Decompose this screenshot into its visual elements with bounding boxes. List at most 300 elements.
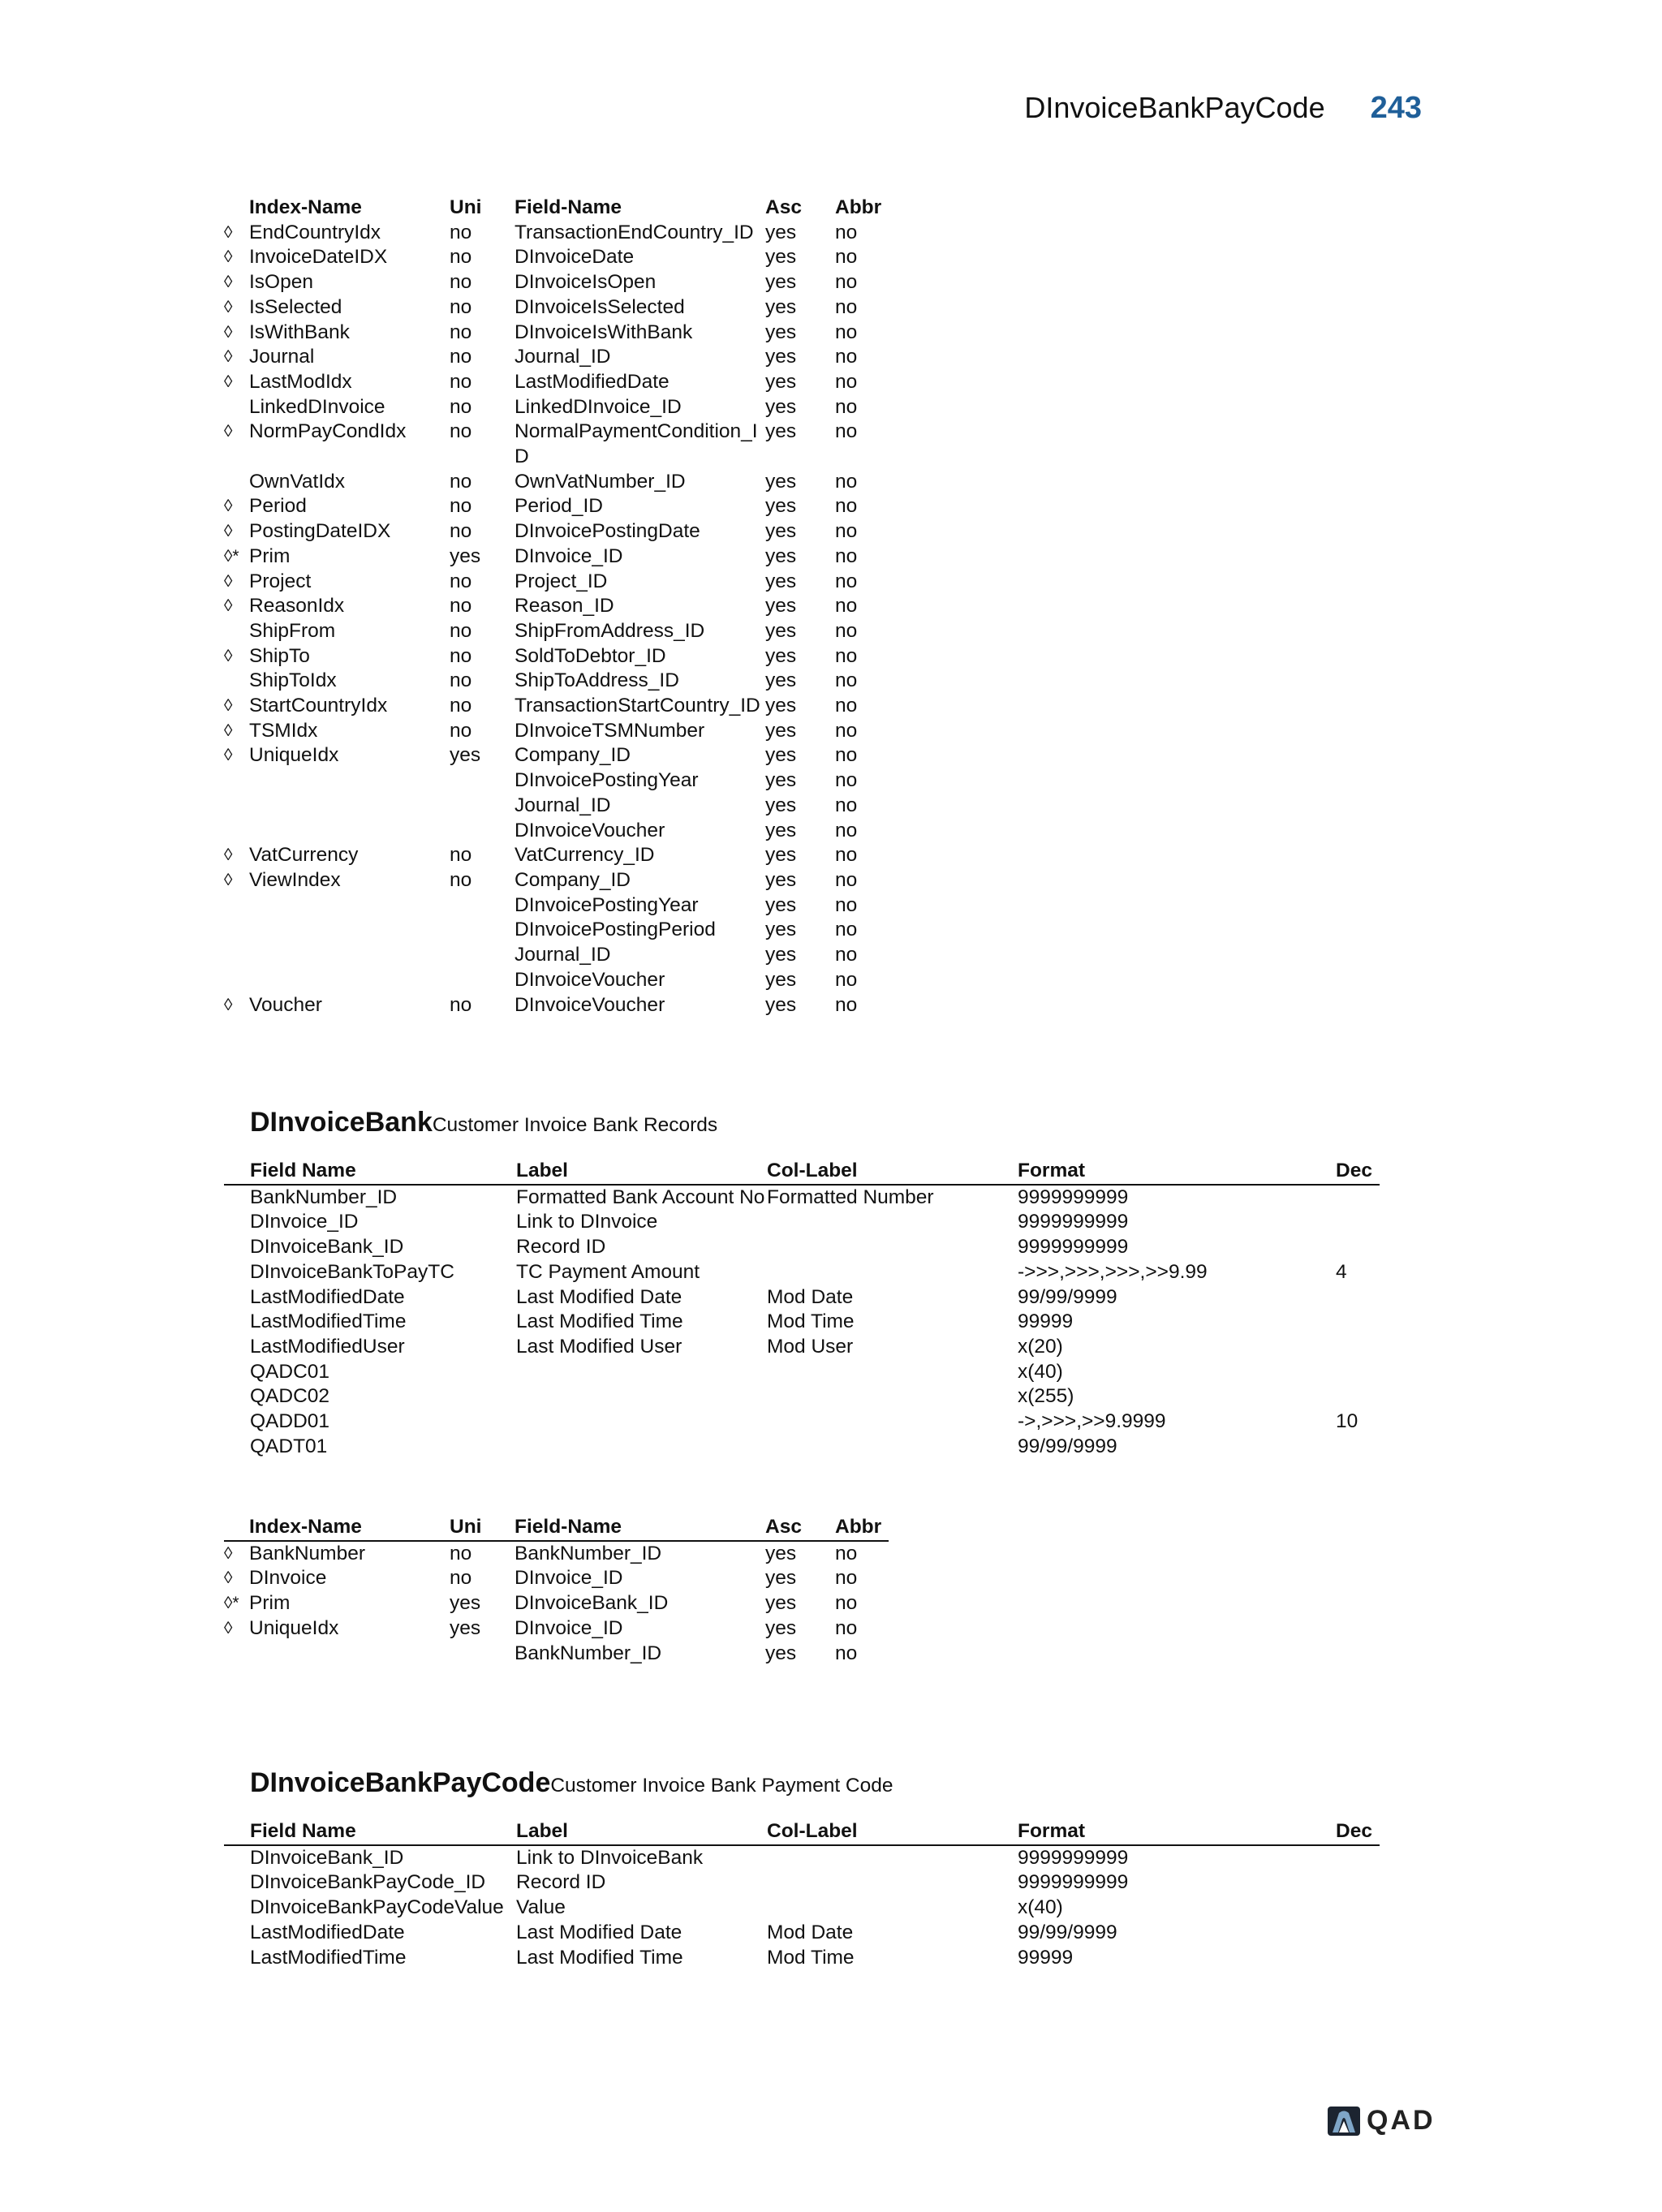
index-abbr: no — [835, 993, 858, 1016]
col-abbr: Abbr — [835, 196, 882, 218]
index-field-name: OwnVatNumber_ID — [515, 470, 686, 493]
index-asc: yes — [765, 246, 797, 269]
index-asc: yes — [765, 595, 797, 618]
field-col-label: Formatted Number — [767, 1186, 934, 1208]
index-row — [224, 1566, 889, 1591]
field-format: 99999 — [1018, 1310, 1074, 1333]
index-marker — [224, 968, 249, 993]
logo-text: QAD — [1367, 2105, 1436, 2136]
index-asc: yes — [765, 1592, 797, 1615]
index-asc: yes — [765, 893, 797, 916]
index-row — [224, 321, 884, 346]
index-marker: ◊ — [224, 1543, 233, 1563]
index-field-name: SoldToDebtor_ID — [515, 644, 666, 667]
index-asc: yes — [765, 271, 797, 294]
index-unique: yes — [450, 1592, 481, 1615]
index-abbr: no — [835, 1616, 858, 1639]
index-row — [224, 794, 884, 819]
index-name: Prim — [249, 1592, 291, 1615]
field-decimals — [1336, 1384, 1380, 1409]
index-field-name: DInvoicePostingPeriod — [515, 919, 716, 941]
col-format: Format — [1018, 1159, 1336, 1185]
index-name: BankNumber — [249, 1542, 365, 1564]
index-field-name: DInvoice_ID — [515, 1616, 623, 1639]
index-name — [249, 968, 450, 993]
field-row — [224, 1185, 1380, 1211]
index-row — [224, 868, 884, 893]
field-decimals — [1336, 1896, 1380, 1921]
index-abbr: no — [835, 495, 858, 518]
field-name: QADD01 — [250, 1410, 330, 1433]
index-name — [249, 918, 450, 943]
index-field-name: DInvoice_ID — [515, 1567, 623, 1590]
index-asc: yes — [765, 919, 797, 941]
index-field-name: DInvoicePostingYear — [515, 893, 699, 916]
index-field-name: BankNumber_ID — [515, 1542, 662, 1564]
field-decimals — [1336, 1310, 1380, 1335]
field-format: 9999999999 — [1018, 1211, 1129, 1233]
field-label: Record ID — [516, 1236, 606, 1259]
index-marker — [224, 943, 249, 968]
index-abbr: no — [835, 295, 858, 318]
index-unique: no — [450, 868, 472, 891]
index-field-name: NormalPaymentCondition_I D — [515, 420, 758, 468]
index-field-name: BankNumber_ID — [515, 1642, 662, 1664]
field-row — [224, 1435, 1380, 1460]
field-row — [224, 1384, 1380, 1409]
index-unique: no — [450, 495, 472, 518]
index-unique — [450, 768, 515, 794]
index-marker: ◊ — [224, 995, 233, 1014]
table-name: DInvoiceBankPayCode — [250, 1767, 551, 1798]
field-format: 9999999999 — [1018, 1236, 1129, 1259]
index-abbr: no — [835, 395, 858, 418]
index-marker: ◊ — [224, 422, 233, 441]
index-abbr: no — [835, 595, 858, 618]
index-row — [224, 743, 884, 768]
col-label: Label — [516, 1819, 767, 1845]
index-asc: yes — [765, 794, 797, 816]
index-asc: yes — [765, 819, 797, 841]
field-col-label — [767, 1845, 1018, 1871]
col-dec: Dec — [1336, 1819, 1380, 1845]
index-asc: yes — [765, 1616, 797, 1639]
index-asc: yes — [765, 744, 797, 767]
index-name: Period — [249, 495, 307, 518]
index-unique: no — [450, 271, 472, 294]
index-row — [224, 968, 884, 993]
index-marker: ◊ — [224, 322, 233, 342]
field-col-label: Mod Time — [767, 1946, 855, 1969]
index-name: Prim — [249, 544, 291, 567]
index-unique: no — [450, 420, 472, 443]
index-field-name: TransactionEndCountry_ID — [515, 221, 754, 243]
index-field-name: Journal_ID — [515, 794, 611, 816]
field-row — [224, 1870, 1380, 1896]
index-asc: yes — [765, 1542, 797, 1564]
index-unique: no — [450, 570, 472, 592]
index-unique: yes — [450, 744, 481, 767]
index-field-name: DInvoicePostingYear — [515, 769, 699, 792]
field-name: LastModifiedTime — [250, 1946, 407, 1969]
index-marker: ◊ — [224, 870, 233, 889]
col-field-name: Field-Name — [515, 196, 622, 218]
field-decimals — [1336, 1435, 1380, 1460]
index-abbr: no — [835, 321, 858, 343]
index-name — [249, 768, 450, 794]
field-row — [224, 1946, 1380, 1971]
index-asc: yes — [765, 520, 797, 543]
index-asc: yes — [765, 295, 797, 318]
index-name — [249, 1642, 450, 1667]
index-marker — [224, 619, 249, 644]
field-table-header — [224, 1819, 1380, 1845]
index-unique: no — [450, 295, 472, 318]
index-abbr: no — [835, 669, 858, 692]
index-marker: ◊ — [224, 372, 233, 391]
field-name: QADT01 — [250, 1435, 328, 1457]
index-marker — [224, 395, 249, 420]
index-field-name: DInvoiceIsOpen — [515, 271, 657, 294]
index-row — [224, 1616, 889, 1642]
index-name: InvoiceDateIDX — [249, 246, 388, 269]
index-row — [224, 594, 884, 619]
index-row — [224, 669, 884, 694]
field-label — [516, 1360, 767, 1385]
index-name: LastModIdx — [249, 370, 352, 393]
index-marker — [224, 1642, 249, 1667]
index-asc: yes — [765, 968, 797, 991]
index-marker: ◊ — [224, 696, 233, 716]
index-abbr: no — [835, 644, 858, 667]
col-col-label: Col-Label — [767, 1159, 1018, 1185]
col-field-name: Field Name — [224, 1819, 516, 1845]
index-unique — [450, 918, 515, 943]
index-field-name: ShipToAddress_ID — [515, 669, 679, 692]
field-col-label: Mod User — [767, 1335, 854, 1358]
index-row — [224, 519, 884, 544]
index-row — [224, 570, 884, 595]
index-marker: ◊ — [224, 646, 233, 665]
field-decimals — [1336, 1870, 1380, 1896]
table-description: Customer Invoice Bank Payment Code — [550, 1775, 893, 1797]
field-label: Last Modified User — [516, 1335, 682, 1358]
index-marker: ◊ — [224, 1618, 233, 1637]
index-row — [224, 494, 884, 519]
index-unique — [450, 943, 515, 968]
field-decimals — [1336, 1946, 1380, 1971]
index-abbr: no — [835, 968, 858, 991]
field-decimals: 4 — [1336, 1260, 1347, 1283]
field-name: DInvoiceBankPayCodeValue — [250, 1896, 504, 1919]
field-format: x(20) — [1018, 1335, 1063, 1358]
index-unique: no — [450, 669, 472, 692]
index-abbr: no — [835, 695, 858, 717]
field-label: Link to DInvoice — [516, 1211, 658, 1233]
index-abbr: no — [835, 844, 858, 867]
field-decimals — [1336, 1921, 1380, 1946]
index-name: ShipFrom — [249, 619, 336, 642]
field-format: x(255) — [1018, 1385, 1074, 1408]
index-name: DInvoice — [249, 1567, 327, 1590]
index-asc: yes — [765, 346, 797, 368]
index-name: EndCountryIdx — [249, 221, 381, 243]
index-unique: no — [450, 321, 472, 343]
marker-header — [224, 1515, 249, 1541]
field-col-label — [767, 1435, 1018, 1460]
field-label — [516, 1384, 767, 1409]
index-marker: ◊* — [224, 546, 239, 566]
index-row — [224, 694, 884, 719]
index-name: IsSelected — [249, 295, 342, 318]
index-unique — [450, 968, 515, 993]
field-row — [224, 1235, 1380, 1260]
field-format: x(40) — [1018, 1360, 1063, 1383]
field-format: 9999999999 — [1018, 1871, 1129, 1894]
field-col-label — [767, 1896, 1018, 1921]
field-name: DInvoiceBank_ID — [250, 1846, 404, 1869]
index-row — [224, 819, 884, 844]
index-abbr: no — [835, 1567, 858, 1590]
field-table-body — [224, 1845, 1380, 1971]
section-title-dinvoicebankpaycode — [250, 1767, 893, 1799]
field-format: 99999 — [1018, 1946, 1074, 1969]
index-abbr: no — [835, 271, 858, 294]
index-unique: no — [450, 695, 472, 717]
index-field-name: DInvoicePostingDate — [515, 520, 700, 543]
field-name: DInvoiceBank_ID — [250, 1236, 404, 1259]
index-row — [224, 270, 884, 295]
index-unique: no — [450, 1567, 472, 1590]
index-abbr: no — [835, 470, 858, 493]
index-asc: yes — [765, 669, 797, 692]
field-table-header — [224, 1159, 1380, 1185]
index-marker: ◊ — [224, 247, 233, 267]
index-name: PostingDateIDX — [249, 520, 391, 543]
index-asc: yes — [765, 544, 797, 567]
index-marker: ◊ — [224, 273, 233, 292]
index-unique — [450, 893, 515, 919]
index-asc: yes — [765, 695, 797, 717]
index-name: StartCountryIdx — [249, 695, 388, 717]
field-format: 9999999999 — [1018, 1186, 1129, 1208]
index-asc: yes — [765, 868, 797, 891]
index-row — [224, 768, 884, 794]
index-asc: yes — [765, 221, 797, 243]
field-label: TC Payment Amount — [516, 1260, 700, 1283]
index-name: ShipTo — [249, 644, 310, 667]
index-unique: no — [450, 1542, 472, 1564]
index-unique: no — [450, 595, 472, 618]
index-abbr: no — [835, 246, 858, 269]
field-label — [516, 1409, 767, 1435]
col-asc: Asc — [765, 196, 802, 218]
field-name: QADC01 — [250, 1360, 330, 1383]
field-row — [224, 1310, 1380, 1335]
field-row — [224, 1335, 1380, 1360]
index-unique: no — [450, 993, 472, 1016]
index-abbr: no — [835, 744, 858, 767]
field-format: 99/99/9999 — [1018, 1921, 1117, 1943]
field-name: LastModifiedUser — [250, 1335, 405, 1358]
field-table-dinvoicebankpaycode — [224, 1819, 1380, 1970]
index-asc: yes — [765, 769, 797, 792]
col-col-label: Col-Label — [767, 1819, 1018, 1845]
index-unique — [450, 794, 515, 819]
field-col-label — [767, 1235, 1018, 1260]
field-format: ->>>,>>>,>>>,>>9.99 — [1018, 1260, 1208, 1283]
index-unique: no — [450, 520, 472, 543]
index-name: OwnVatIdx — [249, 470, 346, 493]
col-index-name: Index-Name — [249, 1515, 450, 1541]
field-label: Last Modified Time — [516, 1946, 683, 1969]
field-row — [224, 1921, 1380, 1946]
index-marker: ◊ — [224, 596, 233, 616]
index-row — [224, 245, 884, 270]
field-label: Link to DInvoiceBank — [516, 1846, 704, 1869]
index-abbr: no — [835, 420, 858, 443]
index-asc: yes — [765, 944, 797, 966]
field-name: QADC02 — [250, 1385, 330, 1408]
index-row — [224, 420, 884, 469]
index-marker: ◊ — [224, 222, 233, 242]
index-abbr: no — [835, 944, 858, 966]
running-title: DInvoiceBankPayCode — [1024, 91, 1325, 124]
index-row — [224, 544, 884, 570]
index-unique: yes — [450, 1616, 481, 1639]
field-row — [224, 1210, 1380, 1235]
field-row — [224, 1285, 1380, 1310]
field-name: BankNumber_ID — [250, 1186, 398, 1208]
field-row — [224, 1260, 1380, 1285]
index-table-header — [224, 196, 884, 221]
field-label: Record ID — [516, 1871, 606, 1894]
field-label: Formatted Bank Account No — [516, 1186, 765, 1208]
field-decimals — [1336, 1210, 1380, 1235]
field-col-label — [767, 1409, 1018, 1435]
field-label: Value — [516, 1896, 566, 1919]
index-name — [249, 794, 450, 819]
col-index-name: Index-Name — [249, 196, 362, 218]
index-abbr: no — [835, 719, 858, 742]
col-field-name: Field-Name — [515, 1515, 765, 1541]
col-abbr: Abbr — [835, 1515, 889, 1541]
index-field-name: VatCurrency_ID — [515, 844, 655, 867]
index-unique — [450, 819, 515, 844]
index-row — [224, 345, 884, 370]
index-name: ShipToIdx — [249, 669, 337, 692]
index-abbr: no — [835, 544, 858, 567]
marker-header — [224, 196, 249, 221]
index-marker — [224, 819, 249, 844]
field-col-label — [767, 1210, 1018, 1235]
qad-logo — [1328, 2105, 1436, 2137]
index-field-name: LinkedDInvoice_ID — [515, 395, 682, 418]
index-marker — [224, 669, 249, 694]
index-marker — [224, 918, 249, 943]
index-row — [224, 619, 884, 644]
index-asc: yes — [765, 993, 797, 1016]
field-decimals — [1336, 1845, 1380, 1871]
index-row — [224, 470, 884, 495]
index-row — [224, 370, 884, 395]
field-col-label: Mod Date — [767, 1921, 854, 1943]
index-marker: ◊ — [224, 347, 233, 367]
index-marker: ◊ — [224, 571, 233, 591]
index-field-name: DInvoiceIsSelected — [515, 295, 685, 318]
index-name: TSMIdx — [249, 719, 318, 742]
field-format: ->,>>>,>>9.9999 — [1018, 1410, 1166, 1433]
index-abbr: no — [835, 868, 858, 891]
index-field-name: Reason_ID — [515, 595, 614, 618]
col-uni: Uni — [450, 196, 482, 218]
index-marker: ◊ — [224, 522, 233, 541]
field-label — [516, 1435, 767, 1460]
index-field-name: DInvoiceTSMNumber — [515, 719, 705, 742]
index-marker: ◊* — [224, 1594, 239, 1613]
index-name: IsWithBank — [249, 321, 350, 343]
field-decimals — [1336, 1235, 1380, 1260]
index-unique: no — [450, 370, 472, 393]
index-field-name: Company_ID — [515, 744, 631, 767]
index-asc: yes — [765, 470, 797, 493]
index-row — [224, 943, 884, 968]
index-name — [249, 819, 450, 844]
index-table-header — [224, 1515, 889, 1541]
index-name: ViewIndex — [249, 868, 341, 891]
field-name: LastModifiedDate — [250, 1285, 405, 1308]
index-marker: ◊ — [224, 1569, 233, 1588]
index-field-name: TransactionStartCountry_ID — [515, 695, 760, 717]
index-abbr: no — [835, 1592, 858, 1615]
index-asc: yes — [765, 395, 797, 418]
index-unique: yes — [450, 544, 481, 567]
index-marker — [224, 794, 249, 819]
field-name: LastModifiedDate — [250, 1921, 405, 1943]
index-asc: yes — [765, 570, 797, 592]
field-col-label — [767, 1870, 1018, 1896]
field-col-label — [767, 1260, 1018, 1285]
index-name: VatCurrency — [249, 844, 359, 867]
index-marker — [224, 893, 249, 919]
index-asc: yes — [765, 1567, 797, 1590]
index-abbr: no — [835, 1642, 858, 1664]
index-row — [224, 719, 884, 744]
field-decimals: 10 — [1336, 1410, 1358, 1433]
index-asc: yes — [765, 1642, 797, 1664]
field-row — [224, 1360, 1380, 1385]
qad-logo-icon — [1328, 2107, 1360, 2136]
index-asc: yes — [765, 321, 797, 343]
col-uni: Uni — [450, 1515, 515, 1541]
index-row — [224, 1591, 889, 1616]
index-unique: no — [450, 844, 472, 867]
page-header — [1024, 91, 1422, 126]
index-row — [224, 395, 884, 420]
field-name: DInvoice_ID — [250, 1211, 359, 1233]
index-name: LinkedDInvoice — [249, 395, 385, 418]
index-row — [224, 644, 884, 669]
field-col-label: Mod Time — [767, 1310, 855, 1333]
index-name — [249, 893, 450, 919]
index-marker: ◊ — [224, 846, 233, 865]
index-abbr: no — [835, 919, 858, 941]
field-name: LastModifiedTime — [250, 1310, 407, 1333]
index-row — [224, 918, 884, 943]
index-field-name: LastModifiedDate — [515, 370, 670, 393]
index-marker: ◊ — [224, 497, 233, 516]
col-field-name: Field Name — [224, 1159, 516, 1185]
